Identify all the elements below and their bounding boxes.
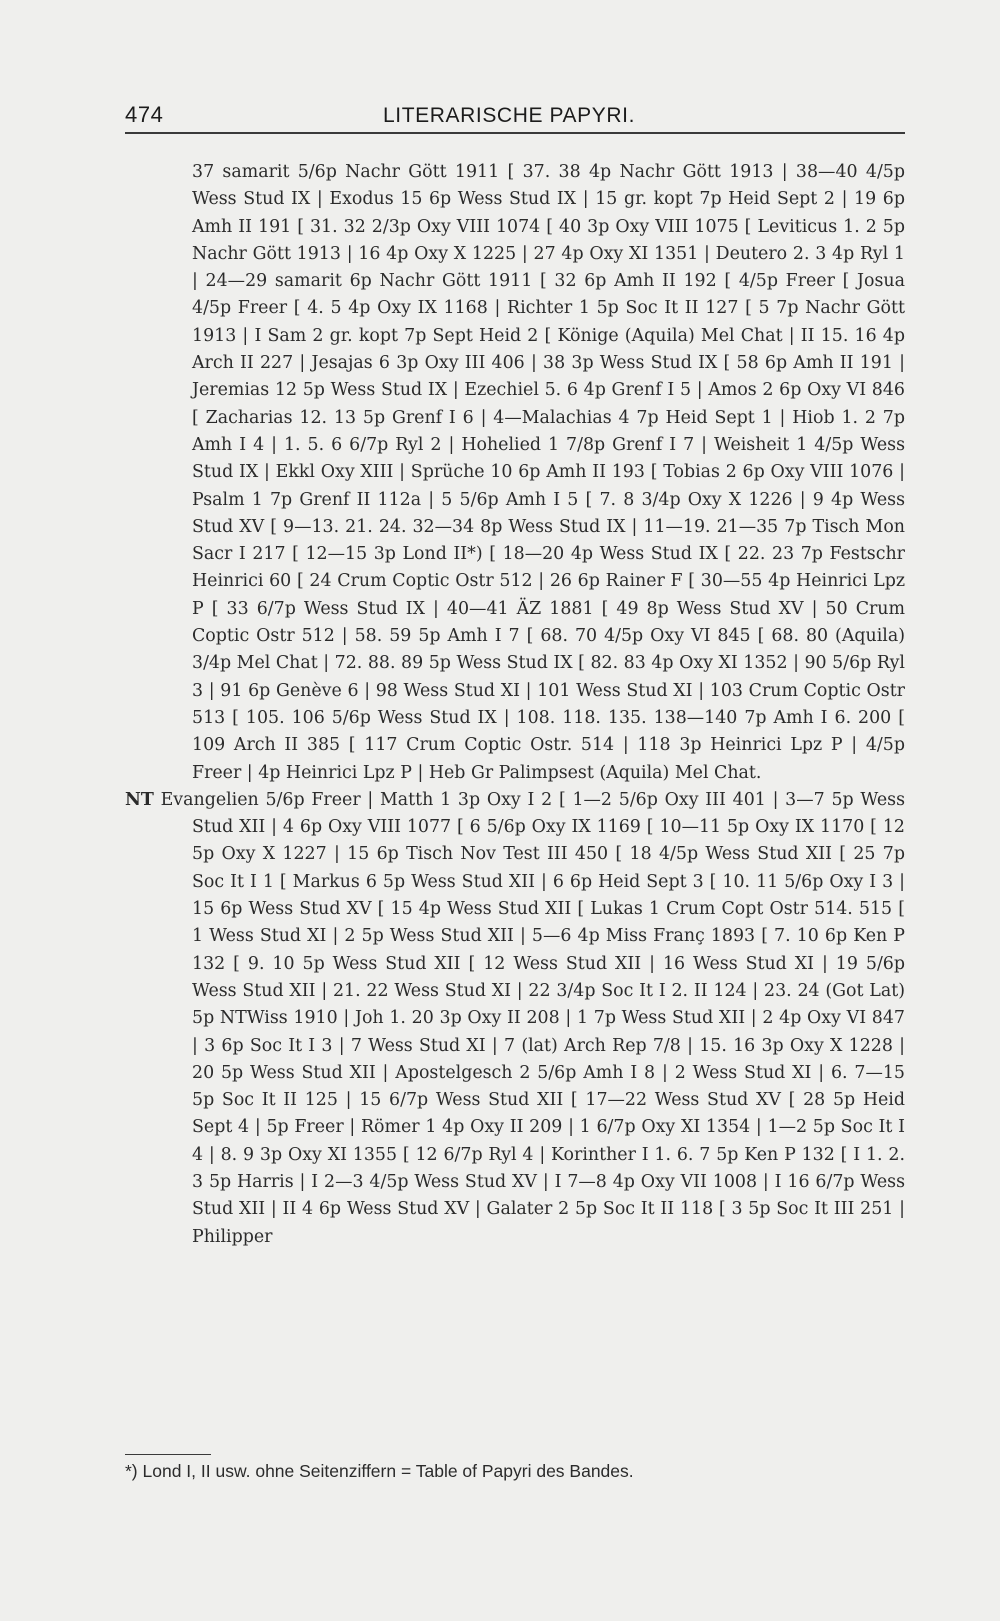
entry-text: Evangelien 5/6p Freer | Matth 1 3p Oxy I 2 [ 1—2 5/6p Oxy III 401 | 3—7 5p Wess Stud XII | 4 6p Oxy VIII 1077 [ 6 5/6p Oxy IX 1169 [ 10—11 5p Oxy IX 1170 [ 12 5p Oxy X 1227 | 15 6p Tisch Nov Test III 450 [ 18 4/5p Wess Stud XII [ 25 7p Soc It I 1 [ Markus 6 5p Wess Stud XII | 6 6p Heid Sept 3 [ 10. 11 5/6p Oxy I 3 | 15 6p Wess Stud XV [ 15 4p Wess Stud XII [ Lukas 1 Crum Copt Ostr 514. 515 [ 1 Wess Stud XI | 2 5p Wess Stud XII | 5—6 4p Miss Franç 1893 [ 7. 10 6p Ken P 132 [ 9. 10 5p Wess Stud XII [ 12 Wess Stud XII | 16 Wess Stud XI | 19 5/6p Wess Stud XII | 21. 22 Wess Stud XI | 22 3/4p Soc It I 2. II 124 | 23. 24 (Got Lat) 5p NTWiss 1910 | Joh 1. 20 3p Oxy II 208 | 1 7p Wess Stud XII | 2 4p Oxy VI 847 | 3 6p Soc It I 3 | 7 Wess Stud XI | 7 (lat) Arch Rep 7/8 | 15. 16 3p Oxy X 1228 | 20 5p Wess Stud XII | Apostelgesch 2 5/6p Amh I 8 | 2 Wess Stud XI | 6. 7—15 5p Soc It II 125 | 15 6/7p Wess Stud XII [ 17—22 Wess Stud XV [ 28 5p Heid Sept 4 | 5p Freer | Römer 1 4p Oxy II 209 | 1 6/7p Oxy XI 1354 | 1—2 5p Soc It I 4 | 8. 9 3p Oxy XI 1355 [ 12 6/7p Ryl 4 | Korinther I 1. 6. 7 5p Ken P 132 [ I 1. 2. 3 5p Harris | I 2—3 4/5p Wess Stud XV | I 7—8 4p Oxy VII 1008 | I 16 6/7p Wess Stud XII | II 4 6p Wess Stud XV | Galater 2 5p Soc It II 118 [ 3 5p Soc It III 251 | Philipper [160,789,905,1247]
footnote-rule [125,1454,211,1455]
header-rule [125,132,905,134]
new-testament-entry [125,787,905,1251]
page-header [125,100,905,134]
index-body [125,159,905,1251]
entry-text: 37 samarit 5/6p Nachr Gött 1911 [ 37. 38 4p Nachr Gött 1913 | 38—40 4/5p Wess Stud IX | Exodus 15 6p Wess Stud IX | 15 gr. kopt 7p Heid Sept 2 | 19 6p Amh II 191 [ 31. 32 2/3p Oxy VIII 1074 [ 40 3p Oxy VIII 1075 [ Leviticus 1. 2 5p Nachr Gött 1913 | 16 4p Oxy X 1225 | 27 4p Oxy XI 1351 | Deutero 2. 3 4p Ryl 1 | 24—29 samarit 6p Nachr Gött 1911 [ 32 6p Amh II 192 [ 4/5p Freer [ Josua 4/5p Freer [ 4. 5 4p Oxy IX 1168 | Richter 1 5p Soc It II 127 [ 5 7p Nachr Gött 1913 | I Sam 2 gr. kopt 7p Sept Heid 2 [ Könige (Aquila) Mel Chat | II 15. 16 4p Arch II 227 | Jesajas 6 3p Oxy III 406 | 38 3p Wess Stud IX [ 58 6p Amh II 191 | Jeremias 12 5p Wess Stud IX | Ezechiel 5. 6 4p Grenf I 5 | Amos 2 6p Oxy VI 846 [ Zacharias 12. 13 5p Grenf I 6 | 4—Malachias 4 7p Heid Sept 1 | Hiob 1. 2 7p Amh I 4 | 1. 5. 6 6/7p Ryl 2 | Hohelied 1 7/8p Grenf I 7 | Weisheit 1 4/5p Wess Stud IX | Ekkl Oxy XIII | Sprüche 10 6p Amh II 193 [ Tobias 2 6p Oxy VIII 1076 | Psalm 1 7p Grenf II 112a | 5 5/6p Amh I 5 [ 7. 8 3/4p Oxy X 1226 | 9 4p Wess Stud XV [ 9—13. 21. 24. 32—34 8p Wess Stud IX | 11—19. 21—35 7p Tisch Mon Sacr I 217 [ 12—15 3p Lond II*) [ 18—20 4p Wess Stud IX [ 22. 23 7p Festschr Heinrici 60 [ 24 Crum Coptic Ostr 512 | 26 6p Rainer F [ 30—55 4p Heinrici Lpz P [ 33 6/7p Wess Stud IX | 40—41 ÄZ 1881 [ 49 8p Wess Stud XV | 50 Crum Coptic Ostr 512 | 58. 59 5p Amh I 7 [ 68. 70 4/5p Oxy VI 845 [ 68. 80 (Aquila) 3/4p Mel Chat | 72. 88. 89 5p Wess Stud IX [ 82. 83 4p Oxy XI 1352 | 90 5/6p Ryl 3 | 91 6p Genève 6 | 98 Wess Stud XI | 101 Wess Stud XI | 103 Crum Coptic Ostr 513 [ 105. 106 5/6p Wess Stud IX | 108. 118. 135. 138—140 7p Amh I 6. 200 [ 109 Arch II 385 [ 117 Crum Coptic Ostr. 514 | 118 3p Heinrici Lpz P | 4/5p Freer | 4p Heinrici Lpz P | Heb Gr Palimpsest (Aquila) Mel Chat. [192,162,905,783]
old-testament-entry [125,159,905,787]
page-number: 474 [125,102,164,127]
footnote: *) Lond I, II usw. ohne Seitenziffern = Table of Papyri des Bandes. [125,1461,634,1481]
entry-label: NT [125,789,154,810]
running-title: LITERARISCHE PAPYRI. [383,104,636,127]
